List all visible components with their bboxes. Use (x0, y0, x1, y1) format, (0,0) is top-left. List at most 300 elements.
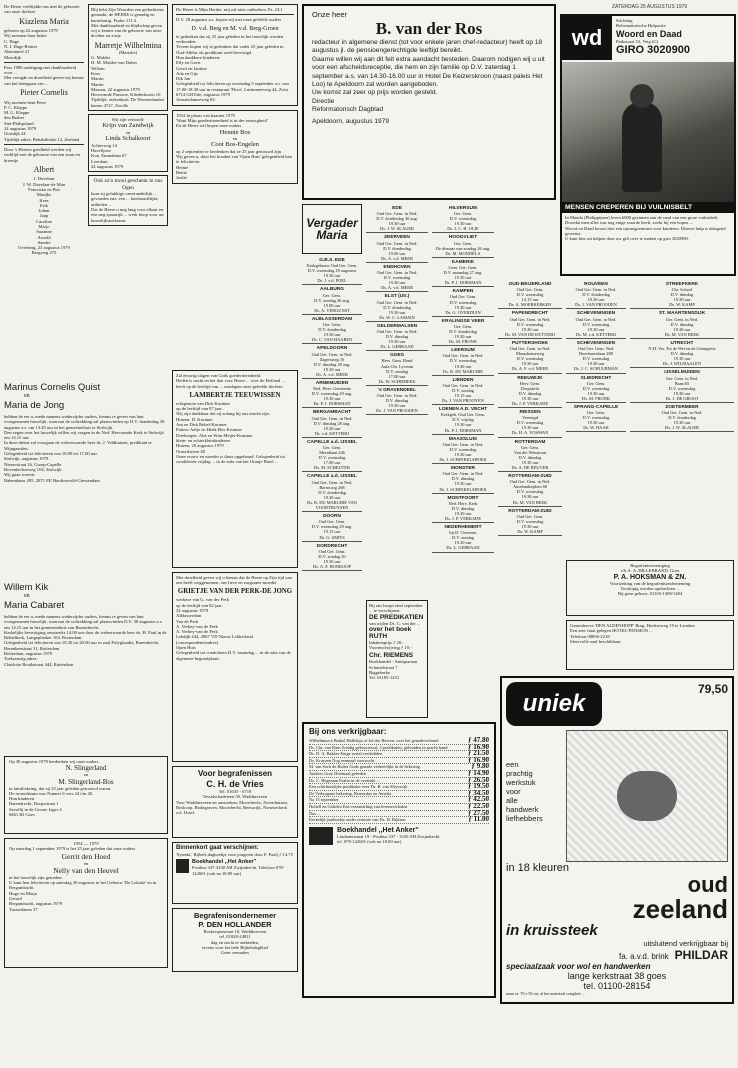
birth-body-pieter: Wij noemen hem Peter P. C. Kleppe M. G. Kleppe den Braber Sint-Philipsland 24 augustus 1979 Oostdijk 24 Tijdelijk adres: Rehabilitatie 12, Zeeland (4, 99, 80, 142)
church-details: Ger. Gem. D.V. woensdag 19.30 uur Ds. W. HAAK (582, 410, 610, 431)
engagement-en: en (125, 129, 131, 135)
church-entry (432, 376, 494, 405)
church-place: EDE (392, 206, 402, 211)
book-list-item (309, 768, 489, 778)
church-details: Ger. Gem. D.V. zondag 26 aug. 19.00 uur Ds. A. VERGUNST (314, 292, 350, 313)
wedding-body-willem: hebben de eer u, mede namens wederzijdse ouders, kennis te geven van hun voorgenomen huwelijk, waarvan de voltrekking zal plaatsvinden D.V. 30 augustus a.s. om 14.15 uur in het gemeentehuis van Barendrecht. Kerkelijke bevestiging omstreeks 14.00 uur door de weleerwaarde heer ds. H. Paul in de Bethelkerk, Langeplanker 104, Rotterdam. Gelegenheid tot feliciteren van 18.30 tot 20.00 uur in zaal Polyglandia, Barendrecht. Herenkenstraat 31, Rotterdam Rotterdam, augustus 1979 Toekomstig adres: Charlotte Boothstraat 444, Rotterdam (4, 614, 167, 667)
book-price: ƒ 21.50 (468, 749, 489, 758)
church-place: ROUVEEN (584, 282, 608, 287)
wd-caption: MENSEN CREPEREN BIJ VUILNISBELT (562, 202, 734, 213)
church-place: ROTTERDAM-ZUID (508, 474, 552, 480)
uniek-tel: tel. 01100-28154 (583, 981, 651, 991)
obituary-grietje (172, 572, 298, 762)
uniek-addr: lange kerkstraat 38 goes (567, 971, 667, 981)
church-entry (432, 494, 494, 523)
church-entry (432, 317, 494, 346)
church-entry (630, 339, 734, 368)
book-title: Ds. Kruyzen Nog eenmaal voorzocht (309, 757, 375, 763)
church-details: Herv. Gem. Bond Aula Chr. Lyceum D.V. zondag 17.00 uur Ds. W. SCHIEBEEK (378, 358, 416, 384)
church-details: Oud Ger. Gem. in Ned. Maasdamseweg D.V. woensdag 19.30 uur Ds. A. F. v.d. MEER (509, 346, 551, 372)
obituary-lambertje (172, 370, 298, 568)
book-icon (309, 827, 333, 845)
church-details: Ned. Herv. Kerk D.V. dinsdag 19.30 uur Ds. J. P. VERKADE (444, 500, 482, 521)
church-details: Oud Ger. Gem. in Ned. D.V. woensdag 19.30 uur Ds. R. DU MARCHIE (442, 353, 484, 374)
engagement-body: Achterweg 14 Havelijnse Kon. Emmalaan 67 Loerdam 24 augustus 1979 (91, 142, 127, 169)
book-title: Ds. C. Hegeman Psalm in de verdrukt ... (309, 777, 380, 783)
groom-name-marinus: Marinus Cornelis Quist (4, 382, 101, 393)
birth-intro-3: Door 's Heeren goedheid werden wij verblijd met de geboorte van een zoon en broertje (4, 146, 80, 163)
church-details: Verenigd D.V. woensdag 19.30 uur Ds. H. A. VOSMAN (511, 415, 549, 436)
book-price: ƒ 47.80 (468, 736, 489, 744)
church-entry (630, 280, 734, 309)
church-place: ENDHOVEN (383, 264, 411, 270)
church-details: Oud Ger. Gem. in Ned. D.V. dinsdag 19.30 uur Ds. L. GEBRAAD (376, 328, 418, 350)
announcement-sign: Apeldoorn, augustus 1979 (312, 117, 389, 125)
uniek-kruissteek: in kruissteek (506, 922, 598, 939)
ad-body: Gastenhoeve 'DEN ALDENHOPP' Burg. Hoekseweg 19 te Lienden. Een zeer fraai gelegen HOTEL-PENSION ... Telefoon 08856-2218 Sfeervolle zaal beschikbaar. (570, 623, 696, 644)
pred-body: Inbakenprijs ƒ 20,- Voorinschrijving ƒ 19,- (369, 639, 412, 651)
church-details: Oud Ger. Gem. in Ned. D.V. donderdag 19.00 uur Ds. A. v.d. MEER (376, 240, 418, 261)
church-place: PAPENDRECHT (511, 311, 549, 317)
church-entry (566, 309, 626, 338)
announcement-van-der-ros (302, 4, 556, 200)
book-list-item (309, 784, 489, 791)
verkr-store-addr: Lindauerstraat 19 - Postbus 337 - 3330 AH Zwijndrecht tel. 078-122601 (ook na 18.00 uur) (337, 833, 440, 845)
church-entry (432, 287, 494, 316)
church-details: Oud Ger. Gem. D.V. woensdag 14.15 uur Ds. A. MOERKERKEN (508, 287, 552, 308)
book-icon (176, 859, 189, 873)
church-details: Oud Ger. Gem. D.V. woensdag 19.30 uur Ds. G. OVERDUIN (445, 294, 481, 315)
book-list-item (309, 755, 489, 765)
church-details: Ger. Gem. D.V. donderdag 19.30 uur Ds. C. VAN HAAREN (311, 322, 353, 343)
anniversary-den-hoed (4, 838, 168, 968)
church-entry (498, 472, 562, 507)
book-list-item (309, 808, 489, 818)
ad-addr: Tesselschadeteen 50, Waddinxveen (202, 794, 268, 800)
book-list-item (309, 788, 489, 798)
anniv-verse: 'Want Mijn goedertierenheid is in der eeuwigheid' En de Heere wil hopen onze ouders (176, 117, 268, 129)
church-place: CAPELLE a.d. IJSSEL (307, 439, 357, 445)
birth-body-albert: J. Davelaar J. W. Davelaar-de Man Franciska en Piet Marijke Kees Erik Johan Jaap Caroline Marjo Suzanne Arnold Sander Overberg, 23 augustus 1979 Bergweg 275 (18, 176, 70, 256)
church-entry (432, 346, 494, 375)
hoed-name-b: Nelly van den Heuvel (53, 865, 119, 875)
hoed-intro: Op zaterdag 1 september 1979 is het 25 jaar geleden dat onze ouders (9, 846, 136, 852)
church-place: ROTTERDAM-ZUID (508, 508, 552, 514)
anniv-name-1: Hennie Bos (219, 128, 251, 136)
church-entry (302, 315, 362, 344)
church-entry (498, 339, 562, 374)
uniek-zeeland: zeeland (632, 894, 728, 924)
church-place: MONTFOORT (447, 495, 479, 501)
church-place: GELDERMALSEN (376, 323, 418, 329)
church-entry (498, 507, 562, 536)
church-entry (432, 435, 494, 464)
book-title: Ds. Chr. van Dam Zondig geboortewal, 3 predikaties, gebonden in pracht band (309, 744, 448, 750)
book-title: M. van Sach de Rulter Gods genade verheerlijkt in de bekering (309, 764, 420, 770)
church-place: PUTTERSHOEK (511, 340, 549, 346)
pred-sub: van wijlen Ds. C. van der ... (369, 620, 421, 626)
pred-title: DE PREDIKATIEN (369, 613, 424, 621)
church-details: Ger. Gem. Meridiaan 246 D.V. woensdag 17.00 uur Ds. M. SCHEUTER (314, 445, 350, 471)
book-price: ƒ 22.50 (468, 801, 489, 810)
church-place: 's GRAVENDEEL (377, 387, 417, 393)
ad-addr: Boskooperstraat 10, Waddinxveen tel. 01828-24811 (203, 929, 267, 940)
church-place: APELDOORN (316, 346, 348, 352)
ad-store-addr: Postbus 337-3330 AH Zwijndrecht. Telefoon 078-122601 (ook na 18.00 uur) (191, 865, 285, 876)
obit-body: echtgenote van Dirk Kruimer op de leeftijd van 87 jaar. Wij zijn dankbaar dat zij zolang bij ons mocht zijn. Huizen: D. Kruimer Ant en Dirk Rebel-Kruimer Putten: Aafje en Henk Bos-Kruimer Driebergen: Alie en Wim Meijer-Kruimer klein- en achterkleinkinderen Huizen, 20 augustus 1979 Oosterhaven 48 Onze vrouw en moeder is thuis opgebaard. Gelegenheid tot condoleren vrijdag ... in de aula van het Oranje Hotel ... (176, 400, 286, 465)
church-entry (302, 512, 362, 541)
pred-intro: Bij ons hoopt eind september ... te verschijnen: (369, 603, 423, 614)
birth-body-marretje: G. Mulder H. M. Mulder-van Dalen Willem Kees Martin Martin Maasen, 22 augustus 1979 Hervormde Pastorie, Kliederkosen 16 Tijdelijk: ziekenhuis 'De Weezenlanden' kamer 4727, Zwolle (91, 55, 165, 108)
church-entry (566, 374, 626, 403)
column-1 (4, 4, 84, 434)
uniek-verkrijgbaar: uitsluitend verkrijgbaar bij (643, 939, 728, 948)
church-place: ARNEMUIDEN (315, 380, 349, 386)
wd-org-2: Reformatorische Hulpactie (616, 23, 666, 29)
anniv-intro: D.V. 28 augustus a.s. hopen wij met onze geliefde ouders (176, 17, 282, 23)
church-details: N.H. Ver. Tot de Wet en de Getuigenis D.V. dinsdag 19.30 uur Ds. J. WILMAALEN (648, 346, 716, 367)
book-title: Wilhelmina à Brakel Halleluja of lof des Heeren, over het genadeverbond (309, 738, 439, 743)
uniek-line: prachtig (506, 769, 533, 778)
ad-name: P. A. HOKSMAN & ZN. (613, 573, 687, 581)
ad-body: dag en nacht te ontbieden, tevens voor het hele Bijbelsdagblad Geen crematies (202, 939, 268, 956)
wedding-willem (4, 582, 168, 752)
groom-name-willem: Willem Kik (4, 582, 49, 593)
church-entry (566, 280, 626, 309)
church-entry (498, 438, 562, 473)
birth-name-pieter: Pieter Cornelis (20, 88, 68, 98)
church-entry (366, 263, 428, 292)
column-2 (88, 4, 168, 384)
uniek-logo-text: uniek (522, 690, 586, 717)
divider (176, 14, 294, 15)
ad-body: 'Syneda', Bijbels dagboekje voor jongeren door F. Paulj ƒ 14.75 (176, 852, 293, 857)
church-place: MONSTER (451, 466, 475, 472)
book-title: Een schriftuurlijke predikatie over Ds. B. van Sleyswijk (309, 784, 408, 790)
book-price: ƒ 26.50 (468, 775, 489, 784)
ad-name: C. H. de Vries (206, 779, 264, 789)
verkr-store: Boekhandel ,,Het Anker'' (337, 826, 419, 834)
wd-logo-text: wd (571, 25, 603, 50)
church-details: Oud Ger. Gem. in Ned. D.V. donderdag 30 aug. 19.30 uur Ds. J. W. SLAGER (376, 211, 418, 232)
anniv-name-2: Coot Bos-Engelen (211, 141, 259, 149)
ad-aldenhopp (566, 620, 734, 670)
book-title: De Verborgene bekering, Bernardus en Amelia (309, 790, 392, 796)
church-details: Oud Ger. Gem. in Ned. D.V. zondag 19.15 uur Ds. J. VAN PROOYEN (442, 382, 484, 404)
ad-title: Binnenkort gaat verschijnen: (176, 845, 259, 851)
church-details: Oud Ger. Gem. in Ned. D.V. dinsdag 28 aug. 19.30 uur Ds. v.d. KETTERIJ (311, 415, 353, 436)
wd-logo (562, 16, 612, 60)
wd-body: In Manila (Philippijnen) leven 6000 gezinnen aan de rand van een grote vuilnisbelt. Doordat men alles wat nog enige waarde heeft, zoekt bij een hopen ... Woord en Daad bouwt hier een opvangcentrum voor kinderen. Directe hulp is dringend gewenst. U kunt hier uit helpen door uw gift over te maken op giro 3020900. (565, 215, 726, 242)
uniek-line: voor (506, 787, 521, 796)
church-details: Kerkgebouw Oud Ger. Gem. D.V. woensdag 29 augustus 19.30 uur Ds. J. v.d. POEL (306, 263, 358, 284)
church-place: LEERSUM (451, 348, 475, 354)
church-entry (366, 386, 428, 415)
ad-store: Boekhandel ,,Het Anker'' (191, 859, 257, 866)
wedding-marinus (4, 382, 168, 582)
wedding-en: en (24, 593, 30, 599)
church-place: UTRECHT (670, 340, 694, 346)
church-entry (432, 233, 494, 257)
church-place: ZEERVEEN (384, 235, 410, 241)
verkr-title: Bij ons verkrijgbaar: (309, 727, 387, 736)
church-list-e (566, 280, 626, 556)
book-title: Holtell en Gobelin Een verzameling van levensverhalen (309, 803, 408, 809)
anniv-en: en (232, 136, 238, 142)
nickname: (Marieke) (118, 49, 138, 55)
book-list-item (309, 751, 489, 758)
child-figure (622, 102, 662, 192)
church-entry (302, 472, 362, 512)
church-details: Oud Ger. Gem. in Ned. D.V. dinsdag 19.30 uur Ds. J. VAN PROOIJEN (376, 393, 418, 414)
wd-giro: GIRO 3020900 (616, 43, 690, 56)
church-entry (366, 292, 428, 321)
church-details: Oud Ger. Gem. D.V. woensdag 19.30 uur Ds. W. KAMP (516, 513, 544, 535)
obit-body: weduwe van G. van der Perk op de leeftijd van 82 jaar. 24 augustus 1979 Alblasserdam Van de Perk A. Verhey-van de Perk A. Verhey-van de Perk Lekdijk 444, 2867 VD Nieuw Lekkerland (correspondentieadres) Open Huis Gelegenheid tot condoleren D.V. maandag ... in de aula van de algemene begraafplaats (176, 597, 291, 661)
uniek-oud: oud (687, 872, 728, 897)
church-details: Oud Ger. Gem. Ned. Boerhaavelaan 288 D.V. woensdag 19.30 uur Ds. J. C. SCHUURMAN (573, 346, 619, 372)
pred-hdr: over het boek RUTH (369, 625, 412, 640)
wedding-en: en (24, 393, 30, 399)
shop-ad-title: Ook zo'n mooi geschenk in ons Ogen (93, 178, 163, 191)
engagement-box (88, 114, 168, 172)
church-entry (432, 523, 494, 552)
church-details: Oud Ger. Gem. in Ned. Barrouwg 268 D.V. donderdag 19.30 uur Ds. R. DU MARCHIE VAN VOORTHUYSEN (307, 479, 357, 511)
church-place: OUD-BEIJERLAND (508, 282, 552, 287)
church-details: Ned. Herv. Gemeente D.V. woensdag 29 aug. 19.30 uur Ds. P. J. DORSMAN (311, 386, 353, 407)
book-list-item (309, 775, 489, 785)
church-details: Oud Ger. Gem. in Ned. D.V. donderdag 19.30 uur Ds. W. C. LAMAIN (376, 299, 418, 320)
uniek-logo (506, 682, 602, 726)
uniek-line: liefhebbers (506, 814, 543, 823)
church-place: SPRANG-CAPELLE (573, 404, 619, 410)
ad-binnenkort (172, 842, 298, 904)
church-place: NEDERHEMERT (444, 525, 482, 531)
birth-box-marretje (88, 4, 168, 111)
church-details: Oud Ger. Gem. in Ned. D.V. donderdag 19.30 uur Ds. J. VAN PROOIJEN (575, 287, 617, 308)
church-entry (302, 256, 362, 285)
slingerland-name-a: N. Slingerland (65, 764, 107, 773)
church-list-c (432, 204, 494, 598)
church-entry (302, 408, 362, 437)
divider (4, 62, 84, 63)
book-price: ƒ 34.50 (468, 788, 489, 797)
church-details: Kerkgeb. Oud Ger. Gem. D.V. vrijdag 19.30 uur Ds. P. J. DORSMAN (440, 412, 486, 433)
church-details: Oud Ger. Gem. in Ned. Zagerssteg 16 D.V. dinsdag 28 aug. 19.30 uur Ds. A. v.d. MEER (311, 351, 353, 377)
church-entry (366, 322, 428, 351)
uniek-line: werkstuk (506, 778, 536, 787)
church-details: Oud Ger. Gem. in Ned. D.V. donderdag 19.30 uur Ds. J. W. SLAGER (661, 410, 703, 431)
church-place: ST. MAARTENSDIJK (658, 311, 706, 317)
anniv-body-bos: op 2 september te herdenken dat ze 25 jaar getrouwd zijn. Wij geven u, door het houden van 'Open Huis' gelegenheid hen te feliciteren. Heinie Bettie Joulie (176, 148, 292, 181)
announcement-body: redacteur in algemene dienst (tot voor enkele jaren chef-redacteur) heeft op 18 augustus jl. de pensioengerechtigde leeftijd bereikt. Gaarne willen wij aan dit feit extra aandacht besteden. Daarom nodigen wij u uit voor een afscheidsreceptie, die hem en zijn familie op D.V. zaterdag 1 september a.s. van 14.30-16.00 uur in Hotel De Keizerskroon (naast paleis Het Loo) te Apeldoorn zal worden aangeboden. Uw komst zal zeer op prijs worden gesteld. Directie Reformatorisch Dagblad (312, 39, 545, 114)
uniek-lines (506, 760, 566, 862)
church-place: LIENDEN (452, 377, 474, 383)
ad-body: Voor Waddinxveen en omstreken, Moordrecht, Zevenhuizen, Boskoop, Bodegraven, Moordrecht, Reeuwijk, Nieuwerkerk a.d. IJssel. (176, 799, 288, 816)
church-list-a (302, 256, 362, 598)
person-name: B. van der Ros (375, 19, 483, 38)
church-place: MAASSLUIS (448, 436, 478, 442)
uniek-line: een (506, 760, 519, 769)
vergader-logo (302, 204, 362, 254)
ad-bij-ons-verkrijgbaar (302, 722, 496, 998)
engagement-name-2: Linda Schalkoort (105, 135, 151, 143)
slingerland-en: en (83, 772, 89, 778)
church-list-b (366, 204, 428, 598)
church-place: CAPELLE a.d. IJSSEL (307, 474, 357, 480)
church-details: Oud Ger. Gem. in Ned. D.V. woensdag 19.30 uur Ds. A. v.d. MEER (376, 270, 418, 291)
church-list-d (498, 280, 562, 610)
church-place: BERGAMBACHT (312, 410, 352, 416)
church-place: ALBLASSERDAM (311, 316, 353, 322)
book-list-item (309, 738, 489, 745)
church-place: ZOETERMEER (665, 404, 699, 410)
bride-name-cabaret: Maria Cabaret (4, 600, 65, 611)
book-price: ƒ 16.90 (468, 755, 489, 764)
church-details: Oud Ger. Gem. in Ned. Amelandseplein 68 D.V. woensdag 19.30 uur Ds. M. VAN BEEK (509, 479, 551, 505)
birth-name-kiazlena: Kiazlena Maria (19, 16, 69, 26)
uniek-fa: fa. a.v.d. brink (619, 952, 669, 961)
book-list-item (309, 764, 489, 771)
church-details: Gem. Ger. Gem. D.V. maandag 27 aug. 19.30 uur Ds. P. J. DORSMAN (443, 264, 483, 286)
church-entry (630, 368, 734, 403)
church-details: Ger. Gem. in Ned. Baan 65 D.V. woensdag 19.30 uur Ds. J. DE GROOT (665, 375, 699, 401)
uniek-pattern (566, 730, 728, 862)
wedding-body-marinus: hebben de eer u, mede namens wederzijdse ouders, kennis te geven van hun voorgenomen huwelijk, waarvan de voltrekking zal plaatsvinden op D.V. donderdag 30 augustus a.s. om 13.45 uur in het gemeentehuis te Stolwijk. Den zegen over het huwelijk willen wij vragen in de Ned. Hervormde Kerk te Stolwijk om 14.15 uur. In deze dienst zal voorgaan de weleerwaarde heer ds. J. Veldhuizen, predikant te Wijngaarden. Gelegenheid tot feliciteren van 18.00 tot 17.00 uur. Stolwijk, augustus 1979 Nieuwstraat 16, Groep-Capelle Bovenkerkseweg 104, Stolwijk Wij gaan wonen: Babendams 295, 2871 EE Hardinxveld-Giessendam (4, 414, 165, 483)
obit-intro: Met droefheid geven wij u kennis dat de Heere op Zijn tijd van ons heeft weggenomen, ons lieve en zorgzame moeder (176, 575, 292, 586)
church-list-f (630, 280, 734, 556)
church-entry (432, 464, 494, 493)
book-list-item (309, 817, 489, 824)
book-price: ƒ 42.50 (468, 795, 489, 804)
church-details: Oud Ger. Gem. in Ned. D.V. woensdag 19.30 uur Ds. M. VAN DE KETTERIJ (504, 316, 556, 337)
church-place: STREEFKERK (665, 282, 699, 287)
church-details: Ger. Gem. De dienaar van zondag 26 aug. Ds. M. MONDÉLA (435, 240, 491, 256)
church-place: KAMERIK (451, 259, 475, 265)
anniv-couple: D. v.d. Berg en M. v.d. Berg-Groen (191, 24, 279, 32)
church-entry (366, 351, 428, 386)
church-details: Ger. Gem. D.V. woensdag 19.30 uur Ds. M. FRONK (581, 380, 611, 401)
divider (4, 144, 84, 145)
ad-begrafenissen-vries (172, 766, 298, 838)
church-entry (302, 344, 362, 379)
anniv-years: 1954 In plaats van kaarten 1979 (176, 112, 235, 118)
wd-name: Woord en Daad (616, 28, 682, 39)
engagement-name-1: Krijn van Zandwijk (102, 122, 154, 130)
church-place: ROTTERDAM (514, 439, 546, 445)
birth-body-kiazlena: geboren op 22 augustus 1979 Wij noemen haar Inske C. Hage N. I. Hage-Reitter Abesinteel 21 Moerdijk (4, 28, 58, 60)
ad-hollander (172, 908, 298, 972)
church-details: Oud Ger. Gem. D.V. woensdag 29 aug. 19.15 uur Ds. G. SMITS (311, 519, 353, 540)
anniversary-box-berg (172, 4, 298, 106)
child-head (630, 84, 654, 108)
church-entry (566, 403, 626, 432)
anniversary-slingerland (4, 756, 168, 834)
pattern-motif (617, 771, 677, 821)
column-3 (172, 4, 298, 366)
ad-hillebrand (566, 560, 734, 616)
uniek-line: handwerk (506, 805, 539, 814)
riemens-name: Chr. RIEMENS (369, 652, 414, 660)
church-entry (366, 204, 428, 233)
church-place: HOOGVLIET (448, 235, 478, 241)
wd-org-1: Stichting (616, 18, 633, 23)
church-details: Ger. Gem. Van der Wenstraat D.V. dinsdag 19.30 uur Ds. A. DE REUVER (511, 444, 549, 470)
church-place: SCHEVENINGEN (576, 340, 616, 346)
riemens-body: Boekhandel - Antiquariaat Schuttelstraat 7 Biggekerke Tel. 01185-1431 (369, 659, 418, 681)
church-place: KRALINGSE VEER (441, 318, 485, 324)
uniek-phildar: PHILDAR (674, 948, 728, 962)
anniv-body: te gedenken dat zij 25 jaar geleden in het huwelijk werden verbonden. Tevens hopen wij te gedenken dat vader 25 jaar geleden in Oud-Alblas als predikant werd bevestigd Hun dankbare kinderen: Elly en Geert Gerrit en Jantine Ada en Gijs Dik Jan Gelegenheid tot feliciteren op woensdag 5 september a.s. van 17.00-18.30 uur in restaurant 'Flora', Luttermeeweg 44, Zeist. 6714 GH Ede, augustus 1979 Amsterdamseweg 84 (176, 33, 290, 103)
book-title: Das ... (309, 810, 321, 816)
book-title: Andrew Gray Driemaal gebeden (309, 770, 367, 776)
hoed-name-a: Gerrit den Hoed (61, 851, 111, 861)
obit-name-lambertje: LAMBERTJE TEEUWISSEN (189, 390, 281, 399)
verkr-list (309, 738, 489, 824)
obit-intro: Zal eeuwig slagen van Gods goedertierenheid. Heden is nacht en het dan voor Heere ... over de Holland ... heeft op de leeftijd van ... ontslapen onze geliefde dochter (176, 373, 285, 389)
wd-addr: Parkstraat 52, Veip (G) (616, 38, 659, 44)
book-price: ƒ 9.80 (471, 762, 489, 771)
church-details: Ger. Gem. D.V. donderdag 19.30 uur Ds. M. FRONK (448, 323, 478, 345)
book-list-item (309, 742, 489, 752)
anniversary-box-bos (172, 110, 298, 184)
birth-intro: De Heere verblijdde ons met de geboorte van onze dochter (4, 4, 80, 15)
ad-tel: Tel. 01635 - 6719 (218, 789, 252, 794)
church-entry (498, 309, 562, 338)
book-price: ƒ 27.50 (468, 808, 489, 817)
birth-name-marretje: Marretje Wilhelmina (94, 40, 162, 50)
church-entry (302, 285, 362, 314)
ad-sub: v/h A. A. HILLEBRAND, Goes (620, 568, 680, 574)
church-place: G.B.S. EDE (319, 258, 345, 263)
verse: De Heere is Mijn Herder, mij zal niets ontbreken. Ps. 23:1 (176, 7, 283, 12)
ad-predikaties (366, 600, 428, 718)
hoed-en: en (83, 860, 89, 866)
book-title: Na 15 september (309, 797, 339, 803)
church-place: SLIEDRECHT (580, 375, 612, 381)
hoed-body: in het huwelijk zijn getreden. U kunt hen feliciteren op zaterdag 30 augustus in het Gebouw 'De Lokatie' en in Bergambacht. Hugo en Marja Gerard Bergambacht, augustus 1979 Tussenlanen 37 (9, 874, 157, 912)
uniek-line: alle (506, 796, 518, 805)
book-title: Ds. D. A. Bakker Enige zestal verdediden (309, 751, 383, 757)
ad-title: Begrafenisvereniging (630, 563, 670, 568)
book-price: ƒ 14.90 (468, 768, 489, 777)
uniek-foot: maat ca. 70 x 50 cm; al het materiaal compleet ... (506, 991, 585, 996)
birth-intro-2: Pass 1980 onderging met dankbaarheid voor ... Met vreugde en droefheid geven wij kennis van het heengaan van ... (4, 64, 84, 86)
book-price: ƒ 16.90 (468, 742, 489, 751)
church-entries (302, 256, 362, 571)
intro: Onze heer (312, 10, 348, 19)
church-entry (432, 204, 494, 233)
church-place: RIESSEN (519, 410, 541, 416)
church-entry (302, 542, 362, 571)
church-entry (302, 438, 362, 473)
ad-body: Voortzetting van de begrafenisonderneming Voorlopig worden opdrachten ... Bij geen gehoor: 01103-1309/1484 (609, 580, 691, 597)
church-entry (498, 408, 562, 437)
church-place: DORDRECHT (316, 543, 348, 549)
church-entry (432, 405, 494, 434)
church-details: Oud Ger. Gem. in Ned. D.V. dinsdag 19.30 uur Ds. J. SCHINKELSHOEK (439, 471, 487, 492)
church-details: Herv. Gem. Dorpskerk D.V. dinsdag 19.30 uur Ds. J. P. VERKADE (511, 380, 549, 406)
church-details: Oud Ger. Gem. D.V. zondag 26 19.30 uur Ds. A. F. HONKOOP (313, 548, 351, 569)
shop-ad-body: kunt zij gelukkige onveranderlijk ... gevonden enz. een ... huishoudelijke artikelen ... Dat de Heere u nog lang voor elkaar en een nog spaarrijk ... werk hoop voor uw huwelijkstoekomst (91, 191, 165, 223)
bride-name-maria: Maria de Jong (4, 400, 65, 411)
church-details: Oud Ger. Gem. in Ned. D.V. woensdag 19.30 uur Ds. J. SCHINKELSHOEK (439, 441, 487, 463)
church-details: bij D. Overeem D.V. zondag 19.30 uur Ds. L. GEBRAAD (446, 530, 480, 551)
church-details: Ger. Gem. in Ned. D.V. dinsdag 19.30 uur Ds. M. VAN BEEK (664, 316, 700, 337)
church-entry (498, 280, 562, 309)
ad-woord-en-daad (560, 14, 736, 276)
ad-uniek-kruissteek (500, 676, 734, 1004)
